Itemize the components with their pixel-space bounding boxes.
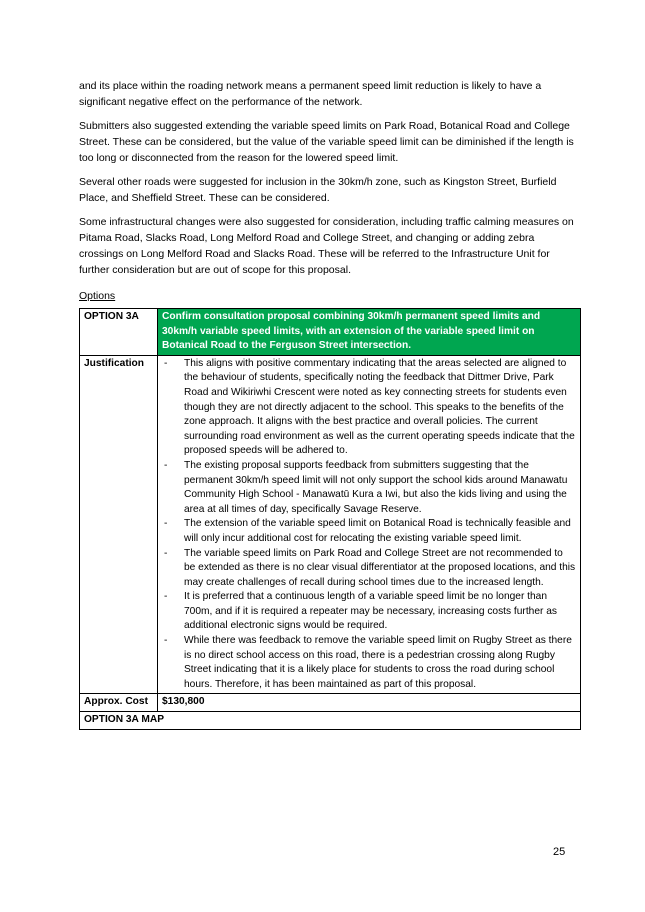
list-item-text: The existing proposal supports feedback from submitters suggesting that the permanent 30km/h speed limit will not only support the school kids around Manawatu Community High School - Manawatū Kura a Iwi, but also the kids living and using the area at all times of day, specifically Savage Reserve. [184, 459, 568, 515]
list-item-text: This aligns with positive commentary indicating that the areas selected are aligned to the behaviour of students, specifically noting the feedback that Dittmer Drive, Park Road and Wikiriwhi Crescent were noted as key connecting streets for students even though they are not directly adjacent to the school. This speaks to the benefits of the zone approach. It aligns with the best practice and overall policies. The current surrounding road environment as well as the current operating speeds indicate that the proposed speeds will be adhered to. [184, 357, 575, 457]
option-header-row [80, 309, 581, 356]
bullet-dash: - [164, 591, 168, 603]
cost-label: Approx. Cost [80, 694, 158, 712]
body-paragraph: Some infrastructural changes were also suggested for consideration, including traffic calming measures on Pitama Road, Slacks Road, Long Melford Road and College Street, and changing or adding zebra crossings on Long Melford Road and Slacks Road. These will be referred to the Infrastructure Unit for further consideration but are out of scope for this proposal. [79, 216, 574, 276]
map-label: OPTION 3A MAP [80, 712, 581, 730]
option-title: Confirm consultation proposal combining 30km/h permanent speed limits and 30km/h variable speed limits, with an extension of the variable speed limit on Botanical Road to the Ferguson Street intersection. [158, 309, 581, 356]
list-item-text: It is preferred that a continuous length of a variable speed limit be no longer than 700m, and if it is required a repeater may be necessary, increasing costs further as additional electronic signs would be required. [184, 591, 557, 632]
option-table [79, 308, 581, 730]
list-item [162, 590, 576, 634]
page-number: 25 [553, 846, 566, 858]
list-item-text: The variable speed limits on Park Road and College Street are not recommended to be extended as there is no clear visual differentiator at the proposed locations, and this may create challenges of recall during school times due to the increased length. [184, 547, 576, 588]
body-paragraph: and its place within the roading network means a permanent speed limit reduction is likely to have a significant negative effect on the performance of the network. [79, 80, 542, 108]
bullet-dash: - [164, 459, 168, 471]
options-heading: Options [79, 290, 116, 302]
list-item-text: While there was feedback to remove the variable speed limit on Rugby Street as there is no direct school access on this road, there is a pedestrian crossing along Rugby Street indicating that it is a likely place for students to cross the road during school hours. Therefore, it has been maintained as part of this proposal. [184, 635, 572, 690]
bullet-dash: - [164, 518, 168, 530]
map-row [80, 712, 581, 730]
document-page [79, 78, 574, 730]
body-paragraph: Several other roads were suggested for inclusion in the 30km/h zone, such as Kingston Street, Burfield Place, and Sheffield Street. These can be considered. [79, 176, 557, 204]
list-item [162, 547, 576, 591]
justification-list [162, 357, 576, 693]
list-item [162, 459, 576, 517]
list-item [162, 517, 576, 546]
list-item [162, 357, 576, 459]
bullet-dash: - [164, 547, 168, 559]
justification-label: Justification [80, 355, 158, 694]
cost-value: $130,800 [158, 694, 581, 712]
list-item [162, 634, 576, 692]
bullet-dash: - [164, 635, 168, 647]
justification-cell [158, 355, 581, 694]
body-paragraph: Submitters also suggested extending the variable speed limits on Park Road, Botanical Road and College Street. These can be considered, but the value of the variable speed limit can be diminished if the length is too long or disconnected from the reason for the lowered speed limit. [79, 120, 574, 164]
justification-row [80, 355, 581, 694]
cost-row [80, 694, 581, 712]
option-label: OPTION 3A [80, 309, 158, 356]
list-item-text: The extension of the variable speed limit on Botanical Road is technically feasible and will only incur additional cost for relocating the existing variable speed limit. [184, 518, 571, 544]
bullet-dash: - [164, 357, 168, 369]
